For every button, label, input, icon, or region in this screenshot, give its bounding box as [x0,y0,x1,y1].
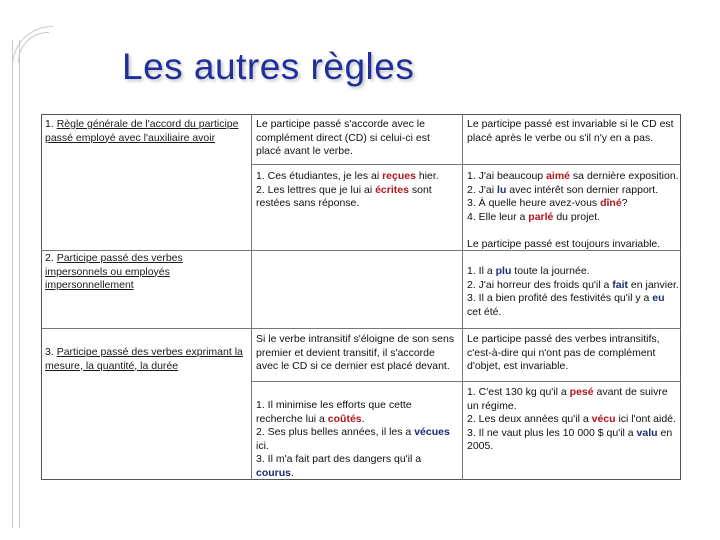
rule3-desc-transitive: Si le verbe intransitif s'éloigne de son sens premier et devient transitif, il s'accorde avec le CD si ce dernier est placé devant. [256,333,455,372]
rule2-link[interactable]: Participe passé des verbes impersonnels ou employés impersonnellement [45,252,183,291]
example-line: 2. J'ai lu avec intérêt son dernier rapport. [467,183,659,196]
rule3-number: 3. [45,346,57,358]
slide-title: Les autres règles [122,46,415,87]
rule2-examples [467,265,679,319]
rule1-examples-invariable [467,170,679,224]
example-line: 3. Il m'a fait part des dangers qu'il a courus. [256,453,422,479]
decorative-frame-line [12,40,20,528]
rule3-examples-transitive [256,399,456,480]
example-line: 3. Il ne vaut plus les 10 000 $ qu'il a valu en 2005. [467,426,673,452]
rule3-desc-intransitive: Le participe passé des verbes intransitifs, c'est-à-dire qui n'ont pas de complément d'objet, est invariable. [467,333,660,372]
example-line: 1. Il minimise les efforts que cette recherche lui a coûtés. [256,399,412,425]
example-line: 1. Il a plu toute la journée. [467,265,590,277]
example-line: 4. Elle leur a parlé du projet. [467,210,601,223]
rule2-desc: Le participe passé est toujours invariable. [467,238,661,250]
example-line: 1. J'ai beaucoup aimé sa dernière exposition. [467,170,679,182]
example-line: 3. À quelle heure avez-vous dîné? [467,197,628,209]
rule1-number: 1. [45,118,57,130]
rule3-link[interactable]: Participe passé des verbes exprimant la mesure, la quantité, la durée [45,346,243,372]
row-divider [251,381,681,382]
rule3-examples-intransitive [467,386,679,454]
column-divider-1 [251,114,252,480]
rule1-desc-invariable: Le participe passé est invariable si le CD est placé après le verbe ou s'il n'y en a pas. [467,118,674,144]
example-line: 3. Il a bien profité des festivités qu'il y a eu cet été. [467,292,665,318]
rule2-number: 2. [45,252,57,264]
example-line: 2. Les lettres que je lui ai écrites sont restées sans réponse. [256,183,432,209]
example-line: 2. Ses plus belles années, il les a vécues ici. [256,426,450,452]
example-line: 1. Ces étudiantes, je les ai reçues hier. [256,170,439,182]
rule1-link[interactable]: Règle générale de l'accord du participe passé employé avec l'auxiliaire avoir [45,118,239,144]
decorative-corner-inner [18,32,49,63]
example-line: 2. J'ai horreur des froids qu'il a fait en janvier. [467,278,679,291]
rule3-label [45,346,245,373]
example-line: 1. C'est 130 kg qu'il a pesé avant de suivre un régime. [467,386,668,412]
rule1-examples-cd [256,170,456,211]
row-divider [251,164,681,165]
rule1-desc-cd: Le participe passé s'accorde avec le complément direct (CD) si celui-ci est placé avant le verbe. [256,118,430,157]
rule1-label [45,118,245,145]
rule2-label [45,252,245,293]
example-line: 2. Les deux années qu'il a vécu ici l'ont aidé. [467,413,676,425]
row-divider [41,328,681,329]
column-divider-2 [462,114,463,480]
